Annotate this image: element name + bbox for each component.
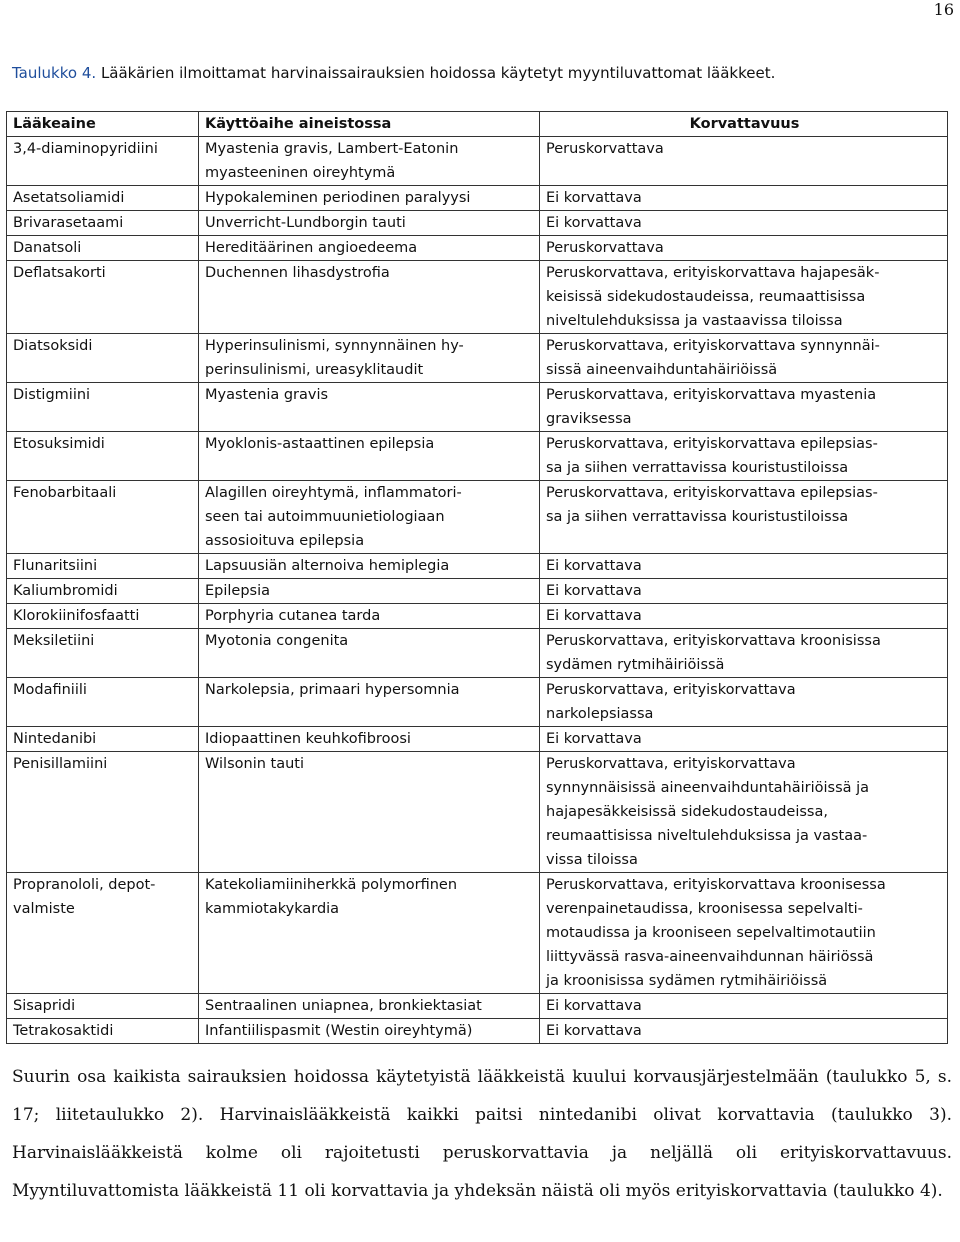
cell-drug: Modafiniili — [7, 678, 199, 727]
table-row — [7, 211, 948, 236]
cell-reimbursement: Peruskorvattava, erityiskorvattava synnynnäi- sissä aineenvaihduntahäiriöissä — [540, 334, 948, 383]
table-row — [7, 994, 948, 1019]
cell-drug: Meksiletiini — [7, 629, 199, 678]
table-row — [7, 579, 948, 604]
cell-reimbursement: Peruskorvattava — [540, 236, 948, 261]
cell-drug: Distigmiini — [7, 383, 199, 432]
cell-indication: Myastenia gravis, Lambert-Eatonin myasteeninen oireyhtymä — [199, 137, 540, 186]
cell-reimbursement: Peruskorvattava, erityiskorvattava epilepsias- sa ja siihen verrattavissa kouristustiloissa — [540, 481, 948, 554]
cell-reimbursement: Ei korvattava — [540, 211, 948, 236]
cell-indication: Unverricht-Lundborgin tauti — [199, 211, 540, 236]
page-number: 16 — [933, 0, 954, 19]
table-row — [7, 137, 948, 186]
table-row — [7, 236, 948, 261]
cell-drug: Brivarasetaami — [7, 211, 199, 236]
cell-drug: Propranololi, depot- valmiste — [7, 873, 199, 994]
cell-indication: Porphyria cutanea tarda — [199, 604, 540, 629]
cell-indication: Hereditäärinen angioedeema — [199, 236, 540, 261]
cell-reimbursement: Peruskorvattava, erityiskorvattava hajapesäk- keisissä sidekudostaudeissa, reumaattisissa niveltulehduksissa ja vastaavissa tiloissa — [540, 261, 948, 334]
cell-reimbursement: Ei korvattava — [540, 727, 948, 752]
cell-reimbursement: Ei korvattava — [540, 554, 948, 579]
header-reimbursement: Korvattavuus — [540, 112, 948, 137]
cell-indication: Infantiilispasmit (Westin oireyhtymä) — [199, 1019, 540, 1044]
cell-indication: Idiopaattinen keuhkofibroosi — [199, 727, 540, 752]
drug-table — [6, 111, 948, 1044]
cell-reimbursement: Peruskorvattava, erityiskorvattava kroonisessa verenpainetaudissa, kroonisessa sepelvalti- motaudissa ja krooniseen sepelvaltimotautiin liittyvässä rasva-aineenvaihdunnan häiriössä ja kroonisissa sydämen rytmihäiriöissä — [540, 873, 948, 994]
cell-drug: Nintedanibi — [7, 727, 199, 752]
cell-reimbursement: Peruskorvattava, erityiskorvattava narkolepsiassa — [540, 678, 948, 727]
table-row — [7, 383, 948, 432]
cell-reimbursement: Peruskorvattava — [540, 137, 948, 186]
cell-drug: Fenobarbitaali — [7, 481, 199, 554]
cell-indication: Narkolepsia, primaari hypersomnia — [199, 678, 540, 727]
cell-indication: Hypokaleminen periodinen paralyysi — [199, 186, 540, 211]
cell-indication: Epilepsia — [199, 579, 540, 604]
table-row — [7, 873, 948, 994]
cell-reimbursement: Peruskorvattava, erityiskorvattava kroonisissa sydämen rytmihäiriöissä — [540, 629, 948, 678]
cell-reimbursement: Ei korvattava — [540, 994, 948, 1019]
cell-drug: 3,4-diaminopyridiini — [7, 137, 199, 186]
cell-indication: Lapsuusiän alternoiva hemiplegia — [199, 554, 540, 579]
cell-reimbursement: Peruskorvattava, erityiskorvattava epilepsias- sa ja siihen verrattavissa kouristustiloissa — [540, 432, 948, 481]
header-drug: Lääkeaine — [7, 112, 199, 137]
table-row — [7, 727, 948, 752]
cell-reimbursement: Ei korvattava — [540, 579, 948, 604]
table-caption — [12, 64, 775, 82]
cell-reimbursement: Ei korvattava — [540, 1019, 948, 1044]
cell-drug: Klorokiinifosfaatti — [7, 604, 199, 629]
cell-drug: Flunaritsiini — [7, 554, 199, 579]
cell-drug: Deflatsakorti — [7, 261, 199, 334]
cell-indication: Wilsonin tauti — [199, 752, 540, 873]
cell-reimbursement: Ei korvattava — [540, 186, 948, 211]
cell-drug: Diatsoksidi — [7, 334, 199, 383]
table-header-row — [7, 112, 948, 137]
cell-drug: Asetatsoliamidi — [7, 186, 199, 211]
table-row — [7, 752, 948, 873]
cell-drug: Etosuksimidi — [7, 432, 199, 481]
cell-reimbursement: Peruskorvattava, erityiskorvattava synnynnäisissä aineenvaihduntahäiriöissä ja hajapesäkkeisissä sidekudostaudeissa, reumaattisissa niveltulehduksissa ja vastaa- vissa tiloissa — [540, 752, 948, 873]
cell-reimbursement: Ei korvattava — [540, 604, 948, 629]
cell-indication: Katekoliamiiniherkkä polymorfinen kammiotakykardia — [199, 873, 540, 994]
cell-drug: Kaliumbromidi — [7, 579, 199, 604]
cell-indication: Duchennen lihasdystrofia — [199, 261, 540, 334]
cell-drug: Penisillamiini — [7, 752, 199, 873]
table-row — [7, 432, 948, 481]
table-row — [7, 604, 948, 629]
table-body — [7, 137, 948, 1044]
body-paragraph: Suurin osa kaikista sairauksien hoidossa käytetyistä lääkkeistä kuului korvausjärjestelmään (taulukko 5, s. 17; liitetaulukko 2). Harvinaislääkkeistä kaikki paitsi nintedanibi olivat korvattavia (taulukko 3). Harvinaislääkkeistä kolme oli rajoitetusti peruskorvattavia ja neljällä oli erityiskorvattavuus. Myyntiluvattomista lääkkeistä 11 oli korvattavia ja yhdeksän näistä oli myös erityiskorvattavia (taulukko 4). — [12, 1067, 952, 1201]
cell-indication: Hyperinsulinismi, synnynnäinen hy- perinsulinismi, ureasyklitaudit — [199, 334, 540, 383]
cell-indication: Myoklonis-astaattinen epilepsia — [199, 432, 540, 481]
header-indication: Käyttöaihe aineistossa — [199, 112, 540, 137]
table-row — [7, 481, 948, 554]
table-row — [7, 334, 948, 383]
table-row — [7, 554, 948, 579]
cell-drug: Danatsoli — [7, 236, 199, 261]
cell-drug: Tetrakosaktidi — [7, 1019, 199, 1044]
cell-reimbursement: Peruskorvattava, erityiskorvattava myastenia graviksessa — [540, 383, 948, 432]
cell-drug: Sisapridi — [7, 994, 199, 1019]
table-row — [7, 629, 948, 678]
table-row — [7, 261, 948, 334]
table-row — [7, 186, 948, 211]
cell-indication: Myastenia gravis — [199, 383, 540, 432]
table-number: Taulukko 4. — [12, 64, 97, 82]
table-row — [7, 1019, 948, 1044]
table-row — [7, 678, 948, 727]
cell-indication: Sentraalinen uniapnea, bronkiektasiat — [199, 994, 540, 1019]
table-caption-text: Lääkärien ilmoittamat harvinaissairauksien hoidossa käytetyt myyntiluvattomat lääkkeet. — [100, 64, 776, 82]
cell-indication: Alagillen oireyhtymä, inflammatori- seen tai autoimmuunietiologiaan assosioituva epilepsia — [199, 481, 540, 554]
cell-indication: Myotonia congenita — [199, 629, 540, 678]
